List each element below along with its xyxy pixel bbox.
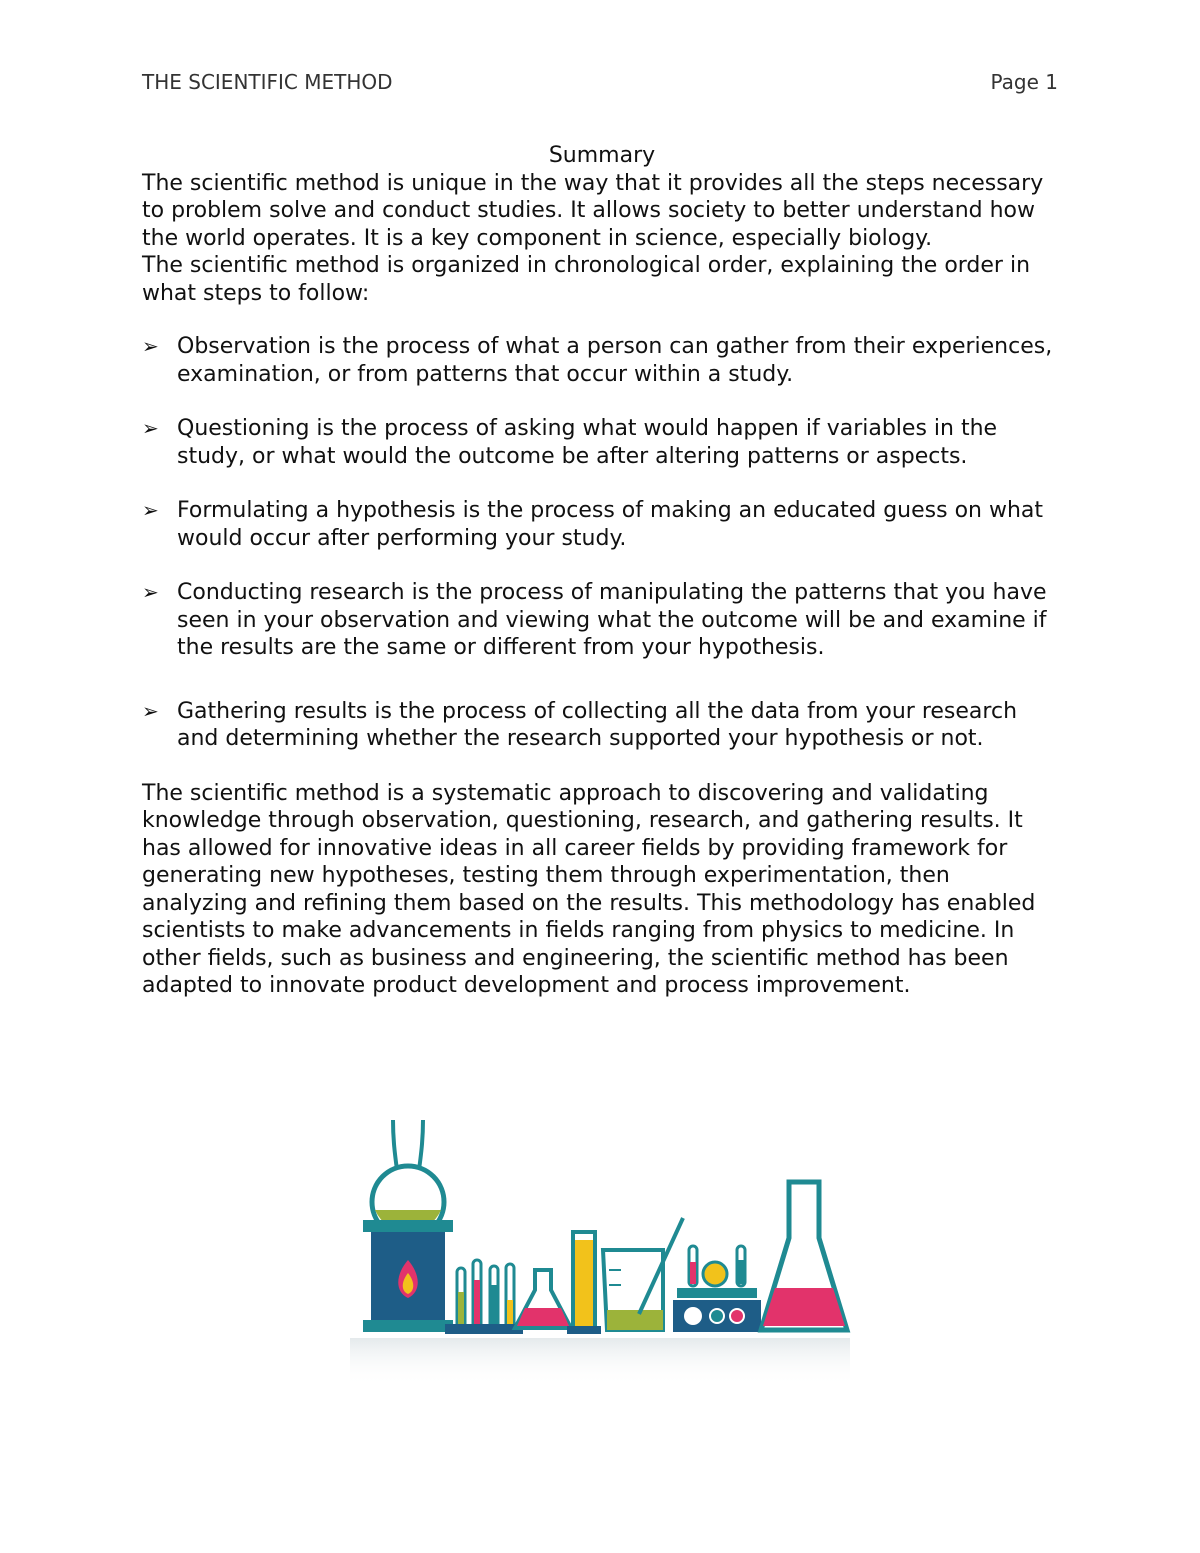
- step-text: Gathering results is the process of collecting all the data from your research and determining whether the research supported your hypothesis or not.: [177, 698, 1018, 751]
- lab-equipment-illustration: [345, 1110, 855, 1390]
- header-title: THE SCIENTIFIC METHOD: [142, 70, 393, 94]
- small-flask-icon: [515, 1270, 571, 1328]
- arrow-bullet-icon: ➢: [142, 698, 159, 723]
- arrow-bullet-icon: ➢: [142, 334, 159, 358]
- step-text: Questioning is the process of asking what would happen if variables in the study, or what would the outcome be after altering patterns or aspects.: [177, 416, 998, 469]
- beaker-icon: [603, 1218, 683, 1330]
- page-number: Page 1: [990, 70, 1058, 94]
- list-item: [142, 579, 1062, 662]
- list-item: [142, 333, 1062, 388]
- step-text: Conducting research is the process of manipulating the patterns that you have seen in your observation and viewing what the outcome will be and examine if the results are the same or different from your hypothesis.: [177, 580, 1047, 660]
- steps-list: [142, 333, 1062, 753]
- list-item: [142, 698, 1062, 753]
- arrow-bullet-icon: ➢: [142, 416, 159, 440]
- graduated-cylinder-icon: [567, 1232, 601, 1334]
- list-item: [142, 497, 1062, 552]
- closing-paragraph: The scientific method is a systematic approach to discovering and validating knowledge through observation, questioning, research, and gathering results. It has allowed for innovative ideas in all career fields by providing framework for generating new hypotheses, testing them through experimentation, then analyzing and refining them based on the results. This methodology has enabled scientists to make advancements in fields ranging from physics to medicine. In other fields, such as business and engineering, the scientific method has been adapted to innovate product development and process improvement.: [142, 780, 1036, 998]
- list-item: [142, 415, 1062, 470]
- arrow-bullet-icon: ➢: [142, 580, 159, 604]
- document-body: [142, 142, 1062, 1000]
- test-tube-rack-icon: [445, 1260, 523, 1334]
- summary-heading: Summary: [548, 143, 656, 168]
- hot-plate-icon: [673, 1246, 761, 1332]
- intro-paragraph-2: The scientific method is organized in chronological order, explaining the order in what steps to follow:: [142, 253, 1031, 306]
- floor-reflection: [350, 1338, 850, 1386]
- large-flask-icon: [761, 1182, 847, 1330]
- step-text: Formulating a hypothesis is the process of making an educated guess on what would occur after performing your study.: [177, 498, 1044, 551]
- arrow-bullet-icon: ➢: [142, 498, 159, 522]
- intro-paragraph-1: The scientific method is unique in the way that it provides all the steps necessary to problem solve and conduct studies. It allows society to better understand how the world operates. It is a key component in science, especially biology.: [142, 170, 1044, 251]
- step-text: Observation is the process of what a person can gather from their experiences, examination, or from patterns that occur within a study.: [177, 334, 1053, 387]
- burner-flask-icon: [363, 1120, 453, 1332]
